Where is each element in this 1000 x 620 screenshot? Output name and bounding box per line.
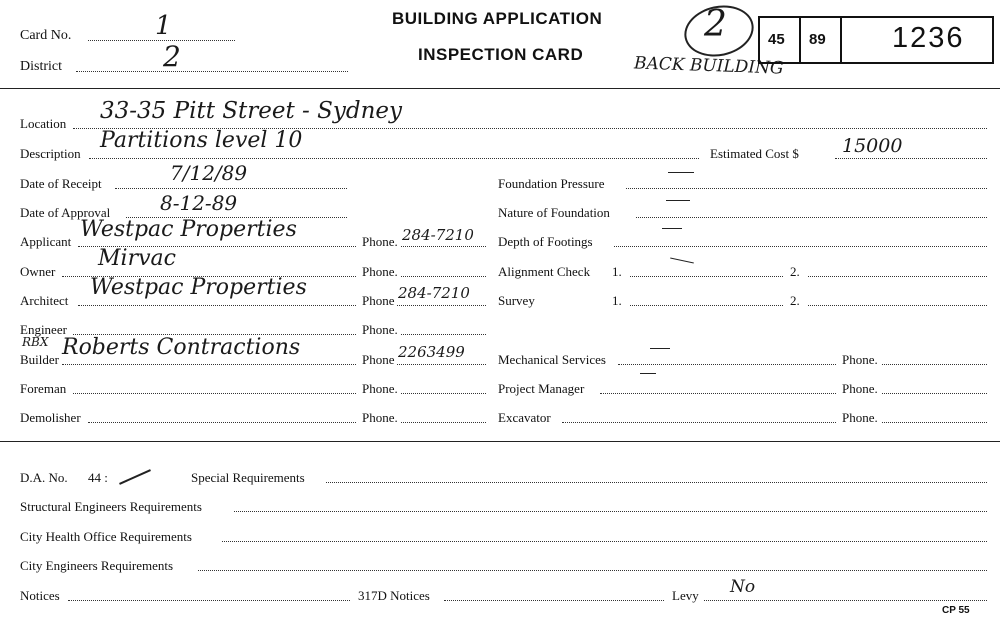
city-engineers-line	[198, 570, 987, 571]
notices-317d-line	[444, 600, 664, 601]
box-divider-2	[840, 16, 842, 64]
depth-footings-line	[614, 246, 987, 247]
demolisher-line	[88, 422, 356, 423]
date-receipt-label: Date of Receipt	[20, 176, 102, 191]
date-approval-label: Date of Approval	[20, 205, 111, 220]
owner-phone-label: Phone.	[362, 264, 398, 279]
builder-line	[62, 364, 356, 365]
applicant-phone-value: 284-7210	[402, 226, 474, 244]
box-a-value: 45	[768, 31, 785, 48]
builder-label: Builder	[20, 352, 59, 367]
project-manager-phone-line	[882, 393, 987, 394]
architect-label: Architect	[20, 293, 69, 308]
date-receipt-value: 7/12/89	[170, 161, 248, 185]
levy-line	[704, 600, 987, 601]
engineer-phone-label: Phone.	[362, 322, 398, 337]
form-title-line2: INSPECTION CARD	[418, 45, 584, 64]
mechanical-services-line	[618, 364, 836, 365]
mechanical-phone-label: Phone.	[842, 352, 878, 367]
district-line	[76, 71, 348, 72]
notices-317d-label: 317D Notices	[358, 588, 430, 603]
box-b-value: 89	[809, 31, 826, 48]
applicant-phone-line	[401, 246, 486, 247]
foreman-phone-line	[401, 393, 486, 394]
top-divider	[0, 88, 1000, 89]
builder-phone-line	[397, 364, 486, 365]
box-c-value: 1236	[892, 22, 965, 54]
survey-label: Survey	[498, 293, 535, 308]
architect-phone-value: 284-7210	[398, 284, 470, 302]
estimated-cost-label: Estimated Cost $	[710, 146, 799, 161]
box-divider-1	[799, 16, 801, 64]
owner-phone-line	[401, 276, 486, 277]
demolisher-phone-label: Phone.	[362, 410, 398, 425]
survey-2-label: 2.	[790, 293, 800, 308]
health-requirements-line	[222, 541, 987, 542]
survey-2-line	[808, 305, 987, 306]
project-manager-phone-label: Phone.	[842, 381, 878, 396]
estimated-cost-line	[835, 158, 987, 159]
da-no-mark	[119, 469, 151, 485]
foundation-pressure-label: Foundation Pressure	[498, 176, 605, 191]
builder-prefix: RBX	[22, 335, 49, 349]
project-manager-label: Project Manager	[498, 381, 585, 396]
description-line	[89, 158, 699, 159]
description-label: Description	[20, 146, 81, 161]
project-manager-dash	[640, 373, 656, 374]
owner-label: Owner	[20, 264, 56, 279]
circled-number: 2	[704, 4, 727, 45]
survey-1-label: 1.	[612, 293, 622, 308]
date-approval-value: 8-12-89	[160, 191, 238, 215]
demolisher-phone-line	[401, 422, 486, 423]
depth-footings-dash	[662, 228, 682, 229]
health-requirements-label: City Health Office Requirements	[20, 529, 192, 544]
district-value: 2	[163, 40, 181, 73]
location-label: Location	[20, 116, 67, 131]
foreman-label: Foreman	[20, 381, 67, 396]
foreman-phone-label: Phone.	[362, 381, 398, 396]
alignment-check-2-label: 2.	[790, 264, 800, 279]
alignment-check-dash	[670, 258, 694, 264]
date-receipt-line	[115, 188, 347, 189]
levy-value: No	[730, 577, 756, 597]
engineer-phone-line	[401, 334, 486, 335]
mechanical-phone-line	[882, 364, 987, 365]
card-no-label: Card No.	[20, 28, 72, 43]
district-label: District	[20, 59, 62, 74]
nature-foundation-dash	[666, 200, 690, 201]
foreman-line	[73, 393, 356, 394]
notices-line	[68, 600, 350, 601]
architect-line	[78, 305, 356, 306]
excavator-label: Excavator	[498, 410, 551, 425]
city-engineers-label: City Engineers Requirements	[20, 558, 174, 573]
excavator-line	[562, 422, 836, 423]
alignment-check-label: Alignment Check	[498, 264, 591, 279]
estimated-cost-value: 15000	[842, 135, 903, 157]
mechanical-services-dash	[650, 348, 670, 349]
builder-value: Roberts Contractions	[62, 335, 301, 360]
special-requirements-label: Special Requirements	[191, 470, 305, 485]
architect-phone-line	[397, 305, 486, 306]
survey-1-line	[630, 305, 783, 306]
card-no-value: 1	[155, 11, 172, 41]
location-value: 33-35 Pitt Street - Sydney	[100, 98, 402, 124]
alignment-check-2-line	[808, 276, 987, 277]
description-value: Partitions level 10	[100, 128, 303, 153]
architect-value: Westpac Properties	[90, 275, 307, 300]
middle-divider	[0, 441, 1000, 442]
builder-phone-value: 2263499	[398, 343, 465, 361]
da-no-label: D.A. No.	[20, 470, 68, 485]
excavator-phone-line	[882, 422, 987, 423]
form-code: CP 55	[942, 605, 970, 616]
engineer-label: Engineer	[20, 322, 67, 337]
alignment-check-1-line	[630, 276, 783, 277]
excavator-phone-label: Phone.	[842, 410, 878, 425]
applicant-phone-label: Phone.	[362, 234, 398, 249]
back-building-note: BACK BUILDING	[633, 53, 784, 79]
nature-foundation-label: Nature of Foundation	[498, 205, 610, 220]
special-requirements-line	[326, 482, 987, 483]
applicant-value: Westpac Properties	[80, 217, 297, 242]
levy-label: Levy	[672, 588, 699, 603]
da-no-value: 44 :	[88, 470, 108, 485]
applicant-label: Applicant	[20, 234, 72, 249]
nature-foundation-line	[636, 217, 987, 218]
mechanical-services-label: Mechanical Services	[498, 352, 606, 367]
project-manager-line	[600, 393, 836, 394]
alignment-check-1-label: 1.	[612, 264, 622, 279]
builder-phone-label: Phone	[362, 352, 395, 367]
owner-value: Mirvac	[98, 246, 176, 271]
depth-footings-label: Depth of Footings	[498, 234, 593, 249]
architect-phone-label: Phone	[362, 293, 395, 308]
foundation-pressure-line	[626, 188, 987, 189]
structural-requirements-line	[234, 511, 987, 512]
foundation-pressure-dash	[668, 172, 694, 173]
form-title-line1: BUILDING APPLICATION	[392, 9, 603, 28]
structural-requirements-label: Structural Engineers Requirements	[20, 499, 202, 514]
demolisher-label: Demolisher	[20, 410, 81, 425]
notices-label: Notices	[20, 588, 60, 603]
